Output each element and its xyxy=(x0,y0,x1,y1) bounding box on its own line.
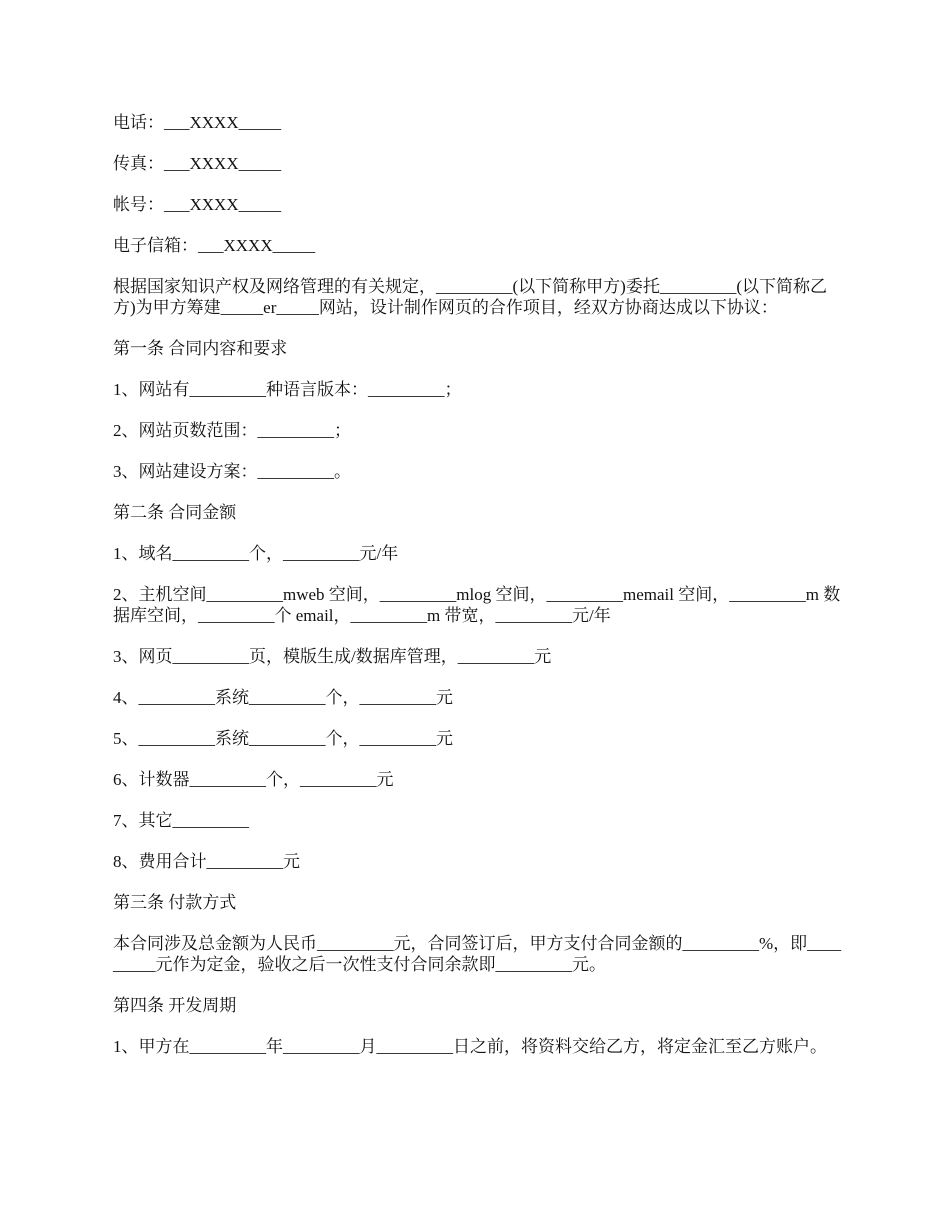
article2-heading: 第二条 合同金额 xyxy=(113,503,237,522)
article3-heading: 第三条 付款方式 xyxy=(113,893,237,912)
article2-item: 6、计数器_________个，_________元 xyxy=(113,770,394,789)
article1-item: 3、网站建设方案：_________。 xyxy=(113,462,351,481)
article1-item: 2、网站页数范围：_________； xyxy=(113,421,351,440)
contact-phone: 电话：___XXXX_____ xyxy=(113,113,282,132)
article2-item: 8、费用合计_________元 xyxy=(113,852,300,871)
article2-item: 1、域名_________个，_________元/年 xyxy=(113,544,399,563)
article2-item: 4、_________系统_________个，_________元 xyxy=(113,688,453,707)
article1-item: 1、网站有_________种语言版本：_________； xyxy=(113,380,462,399)
intro-paragraph: 根据国家知识产权及网络管理的有关规定，_________(以下简称甲方)委托_________(以下简称乙方)为甲方筹建_____er_____网站，设计制作网页的合作项目，经双方协商达成以下协议： xyxy=(113,277,827,317)
article4-item: 1、甲方在_________年_________月_________日之前，将资料交给乙方，将定金汇至乙方账户。 xyxy=(113,1037,827,1056)
article3-text: 本合同涉及总金额为人民币_________元，合同签订后，甲方支付合同金额的_________%，即_________元作为定金，验收之后一次性支付合同余款即_________元。 xyxy=(113,934,842,974)
article2-item: 7、其它_________ xyxy=(113,811,249,830)
article4-heading: 第四条 开发周期 xyxy=(113,996,237,1015)
contact-account: 帐号：___XXXX_____ xyxy=(113,195,282,214)
article1-heading: 第一条 合同内容和要求 xyxy=(113,339,288,358)
article2-item: 3、网页_________页，模版生成/数据库管理，_________元 xyxy=(113,647,552,666)
article2-item: 5、_________系统_________个，_________元 xyxy=(113,729,453,748)
article2-item: 2、主机空间_________mweb 空间，_________mlog 空间，_________memail 空间，_________m 数据库空间，_________个 email，_________m 带宽，_________元/年 xyxy=(113,585,841,625)
contract-document xyxy=(113,112,843,1077)
contact-email: 电子信箱：___XXXX_____ xyxy=(113,236,316,255)
contact-fax: 传真：___XXXX_____ xyxy=(113,154,282,173)
